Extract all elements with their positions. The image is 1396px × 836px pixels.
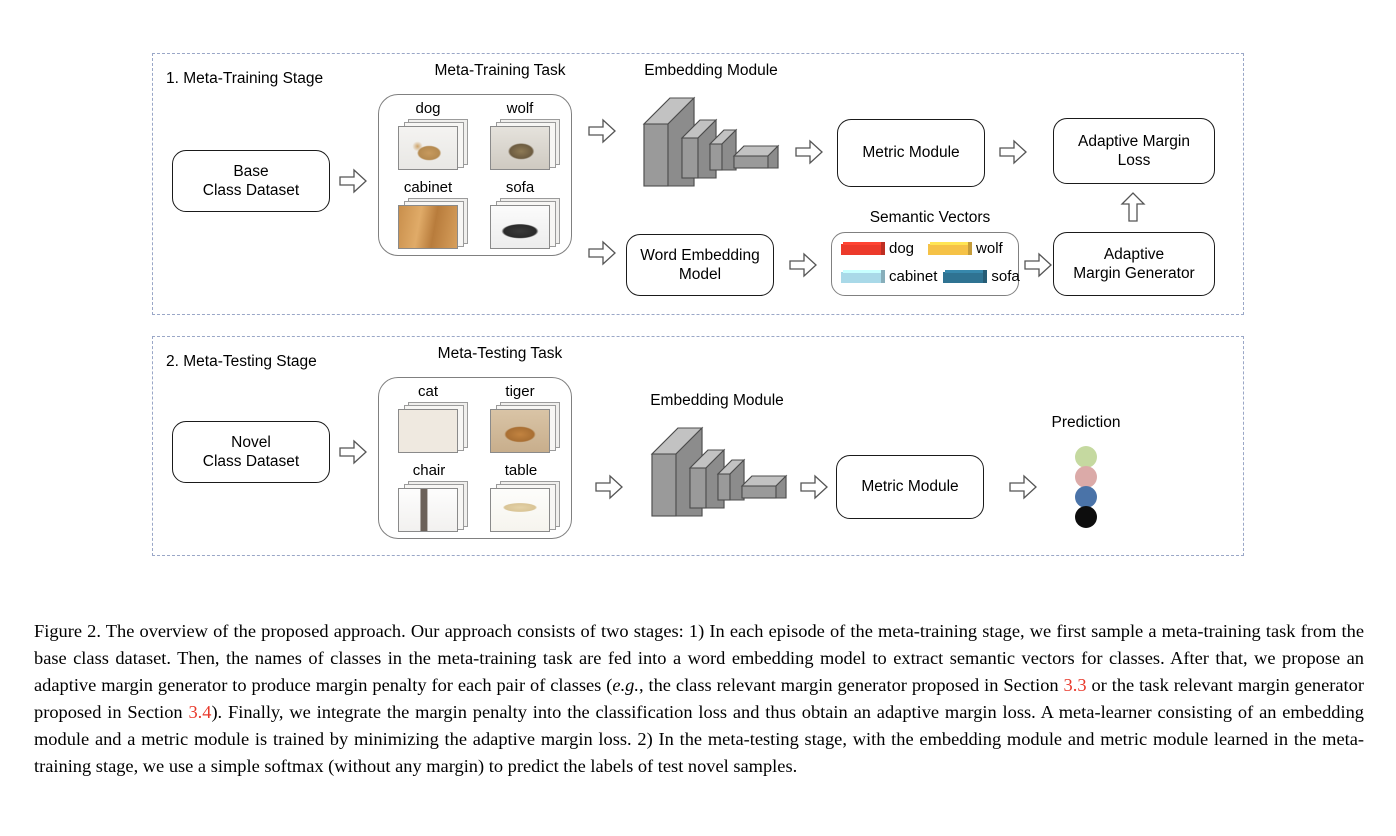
semantic-bar-wolf bbox=[928, 242, 972, 255]
embedding-module-label-test: Embedding Module bbox=[650, 392, 784, 409]
cabinet-photo bbox=[399, 206, 457, 248]
adaptive-margin-loss-box[interactable] bbox=[1053, 118, 1215, 184]
card-front bbox=[490, 488, 550, 532]
card-front bbox=[398, 409, 458, 453]
semantic-vector-dog bbox=[841, 240, 928, 257]
sofa-photo bbox=[491, 206, 549, 248]
semantic-vector-row-2 bbox=[841, 268, 1034, 285]
meta-training-task-title: Meta-Training Task bbox=[434, 62, 566, 79]
semantic-bar-cabinet bbox=[841, 270, 885, 283]
arrow-testtask-to-embedding-icon bbox=[595, 474, 623, 500]
meta-training-stage-title: 1. Meta-Training Stage bbox=[166, 70, 324, 87]
arrow-metric-to-loss-icon bbox=[999, 139, 1027, 165]
semantic-vector-cabinet bbox=[841, 268, 943, 285]
wolf-photo bbox=[491, 127, 549, 169]
class-label-tiger: tiger bbox=[505, 383, 535, 400]
figure-caption bbox=[34, 618, 1364, 780]
metric-module-label: Metric Module bbox=[862, 144, 960, 162]
class-image-chair bbox=[398, 486, 468, 534]
class-label-cabinet: cabinet bbox=[403, 179, 453, 196]
adaptive-margin-generator-box[interactable] bbox=[1053, 232, 1215, 296]
class-image-cat bbox=[398, 407, 468, 455]
metric-module-box-test[interactable] bbox=[836, 455, 984, 519]
metric-module-box-train[interactable] bbox=[837, 119, 985, 187]
loss-line1: Adaptive Margin bbox=[1077, 132, 1190, 150]
semantic-label-wolf: wolf bbox=[976, 240, 1003, 257]
semantic-vector-sofa bbox=[943, 268, 1033, 285]
class-label-sofa: sofa bbox=[505, 179, 535, 196]
class-image-sofa bbox=[490, 203, 560, 251]
generator-line2: Margin Generator bbox=[1073, 265, 1195, 282]
tiger-photo bbox=[491, 410, 549, 452]
class-image-tiger bbox=[490, 407, 560, 455]
novel-class-dataset-box[interactable] bbox=[172, 421, 330, 483]
base-dataset-line1: Base bbox=[233, 162, 269, 180]
base-class-dataset-box[interactable] bbox=[172, 150, 330, 212]
caption-emph-eg: e.g. bbox=[612, 675, 639, 696]
caption-section-ref-33[interactable]: 3.3 bbox=[1063, 675, 1087, 696]
word-embedding-line2: Model bbox=[678, 266, 722, 283]
semantic-label-dog: dog bbox=[889, 240, 915, 257]
novel-dataset-line2: Class Dataset bbox=[202, 453, 300, 470]
arrow-dataset-to-task-icon bbox=[339, 168, 367, 194]
arrow-metric-to-prediction-icon bbox=[1009, 474, 1037, 500]
arrow-task-to-word-embedding-icon bbox=[588, 240, 616, 266]
arrow-generator-to-loss-icon bbox=[1120, 192, 1146, 222]
semantic-vector-wolf bbox=[928, 240, 1017, 257]
semantic-bar-sofa bbox=[943, 270, 987, 283]
class-label-table: table bbox=[504, 462, 538, 479]
metric-module-label-test: Metric Module bbox=[861, 478, 959, 496]
arrow-semantic-to-generator-icon bbox=[1024, 252, 1052, 278]
embedding-module-label-train: Embedding Module bbox=[644, 62, 778, 79]
class-image-table bbox=[490, 486, 560, 534]
class-label-chair: chair bbox=[412, 462, 446, 479]
dog-photo bbox=[399, 127, 457, 169]
meta-testing-stage-title: 2. Meta-Testing Stage bbox=[166, 353, 317, 370]
class-image-dog bbox=[398, 124, 468, 172]
prediction-title: Prediction bbox=[1051, 414, 1121, 431]
embedding-module-cnn-test bbox=[640, 416, 790, 533]
prediction-dot-1 bbox=[1075, 446, 1097, 468]
generator-line1: Adaptive bbox=[1103, 245, 1165, 263]
class-label-wolf: wolf bbox=[506, 100, 534, 117]
card-front bbox=[490, 205, 550, 249]
caption-part4: ). Finally, we integrate the margin penalty into the classification loss and thus obtain an adaptive margin loss. A meta-learner consisting of an embedding module and a metric module is trained by minimizing the adaptive margin loss. 2) In the meta-testing stage, with the embedding module and metric module learned in the meta-training stage, we use a simple softmax (without any margin) to predict the labels of test novel samples. bbox=[34, 702, 1364, 777]
card-front bbox=[490, 126, 550, 170]
caption-part1: Figure 2. The overview of the proposed approach. Our approach consists of two stages: 1) In each episode of the meta-training stage, we first sample a meta-training task from the base class dataset. Then, the names of classes in the meta-training task are fed into a word embedding model to extract semantic vectors for classes. After that, we propose an adaptive margin generator to produce margin penalty for each pair of classes ( bbox=[34, 621, 1364, 696]
card-front bbox=[490, 409, 550, 453]
table-photo bbox=[491, 489, 549, 531]
arrow-embedding-to-metric-test-icon bbox=[800, 474, 828, 500]
card-front bbox=[398, 126, 458, 170]
class-image-wolf bbox=[490, 124, 560, 172]
caption-part3: or the task relevant margin generator proposed in Section bbox=[34, 675, 1364, 723]
caption-section-ref-34[interactable]: 3.4 bbox=[188, 702, 212, 723]
base-dataset-line2: Class Dataset bbox=[202, 182, 300, 199]
word-embedding-model-box[interactable] bbox=[626, 234, 774, 296]
novel-dataset-line1: Novel bbox=[231, 433, 271, 451]
prediction-dot-4 bbox=[1075, 506, 1097, 528]
embedding-module-cnn-train bbox=[632, 86, 782, 203]
class-label-dog: dog bbox=[415, 100, 441, 117]
semantic-vector-row-1 bbox=[841, 240, 1017, 257]
meta-testing-task-title: Meta-Testing Task bbox=[437, 345, 563, 362]
prediction-dot-2 bbox=[1075, 466, 1097, 488]
arrow-task-to-embedding-icon bbox=[588, 118, 616, 144]
semantic-bar-dog bbox=[841, 242, 885, 255]
word-embedding-line1: Word Embedding bbox=[640, 246, 760, 264]
class-label-cat: cat bbox=[417, 383, 438, 400]
semantic-label-sofa: sofa bbox=[991, 268, 1020, 285]
arrow-novel-dataset-to-task-icon bbox=[339, 439, 367, 465]
prediction-dot-3 bbox=[1075, 486, 1097, 508]
semantic-label-cabinet: cabinet bbox=[889, 268, 938, 285]
card-front bbox=[398, 488, 458, 532]
loss-line2: Loss bbox=[1117, 152, 1151, 169]
card-front bbox=[398, 205, 458, 249]
arrow-embedding-to-metric-icon bbox=[795, 139, 823, 165]
semantic-vectors-title: Semantic Vectors bbox=[869, 209, 991, 226]
arrow-wordembedding-to-semantic-icon bbox=[789, 252, 817, 278]
cat-photo bbox=[399, 410, 457, 452]
chair-photo bbox=[399, 489, 457, 531]
class-image-cabinet bbox=[398, 203, 468, 251]
caption-part2: , the class relevant margin generator proposed in Section bbox=[638, 675, 1064, 696]
